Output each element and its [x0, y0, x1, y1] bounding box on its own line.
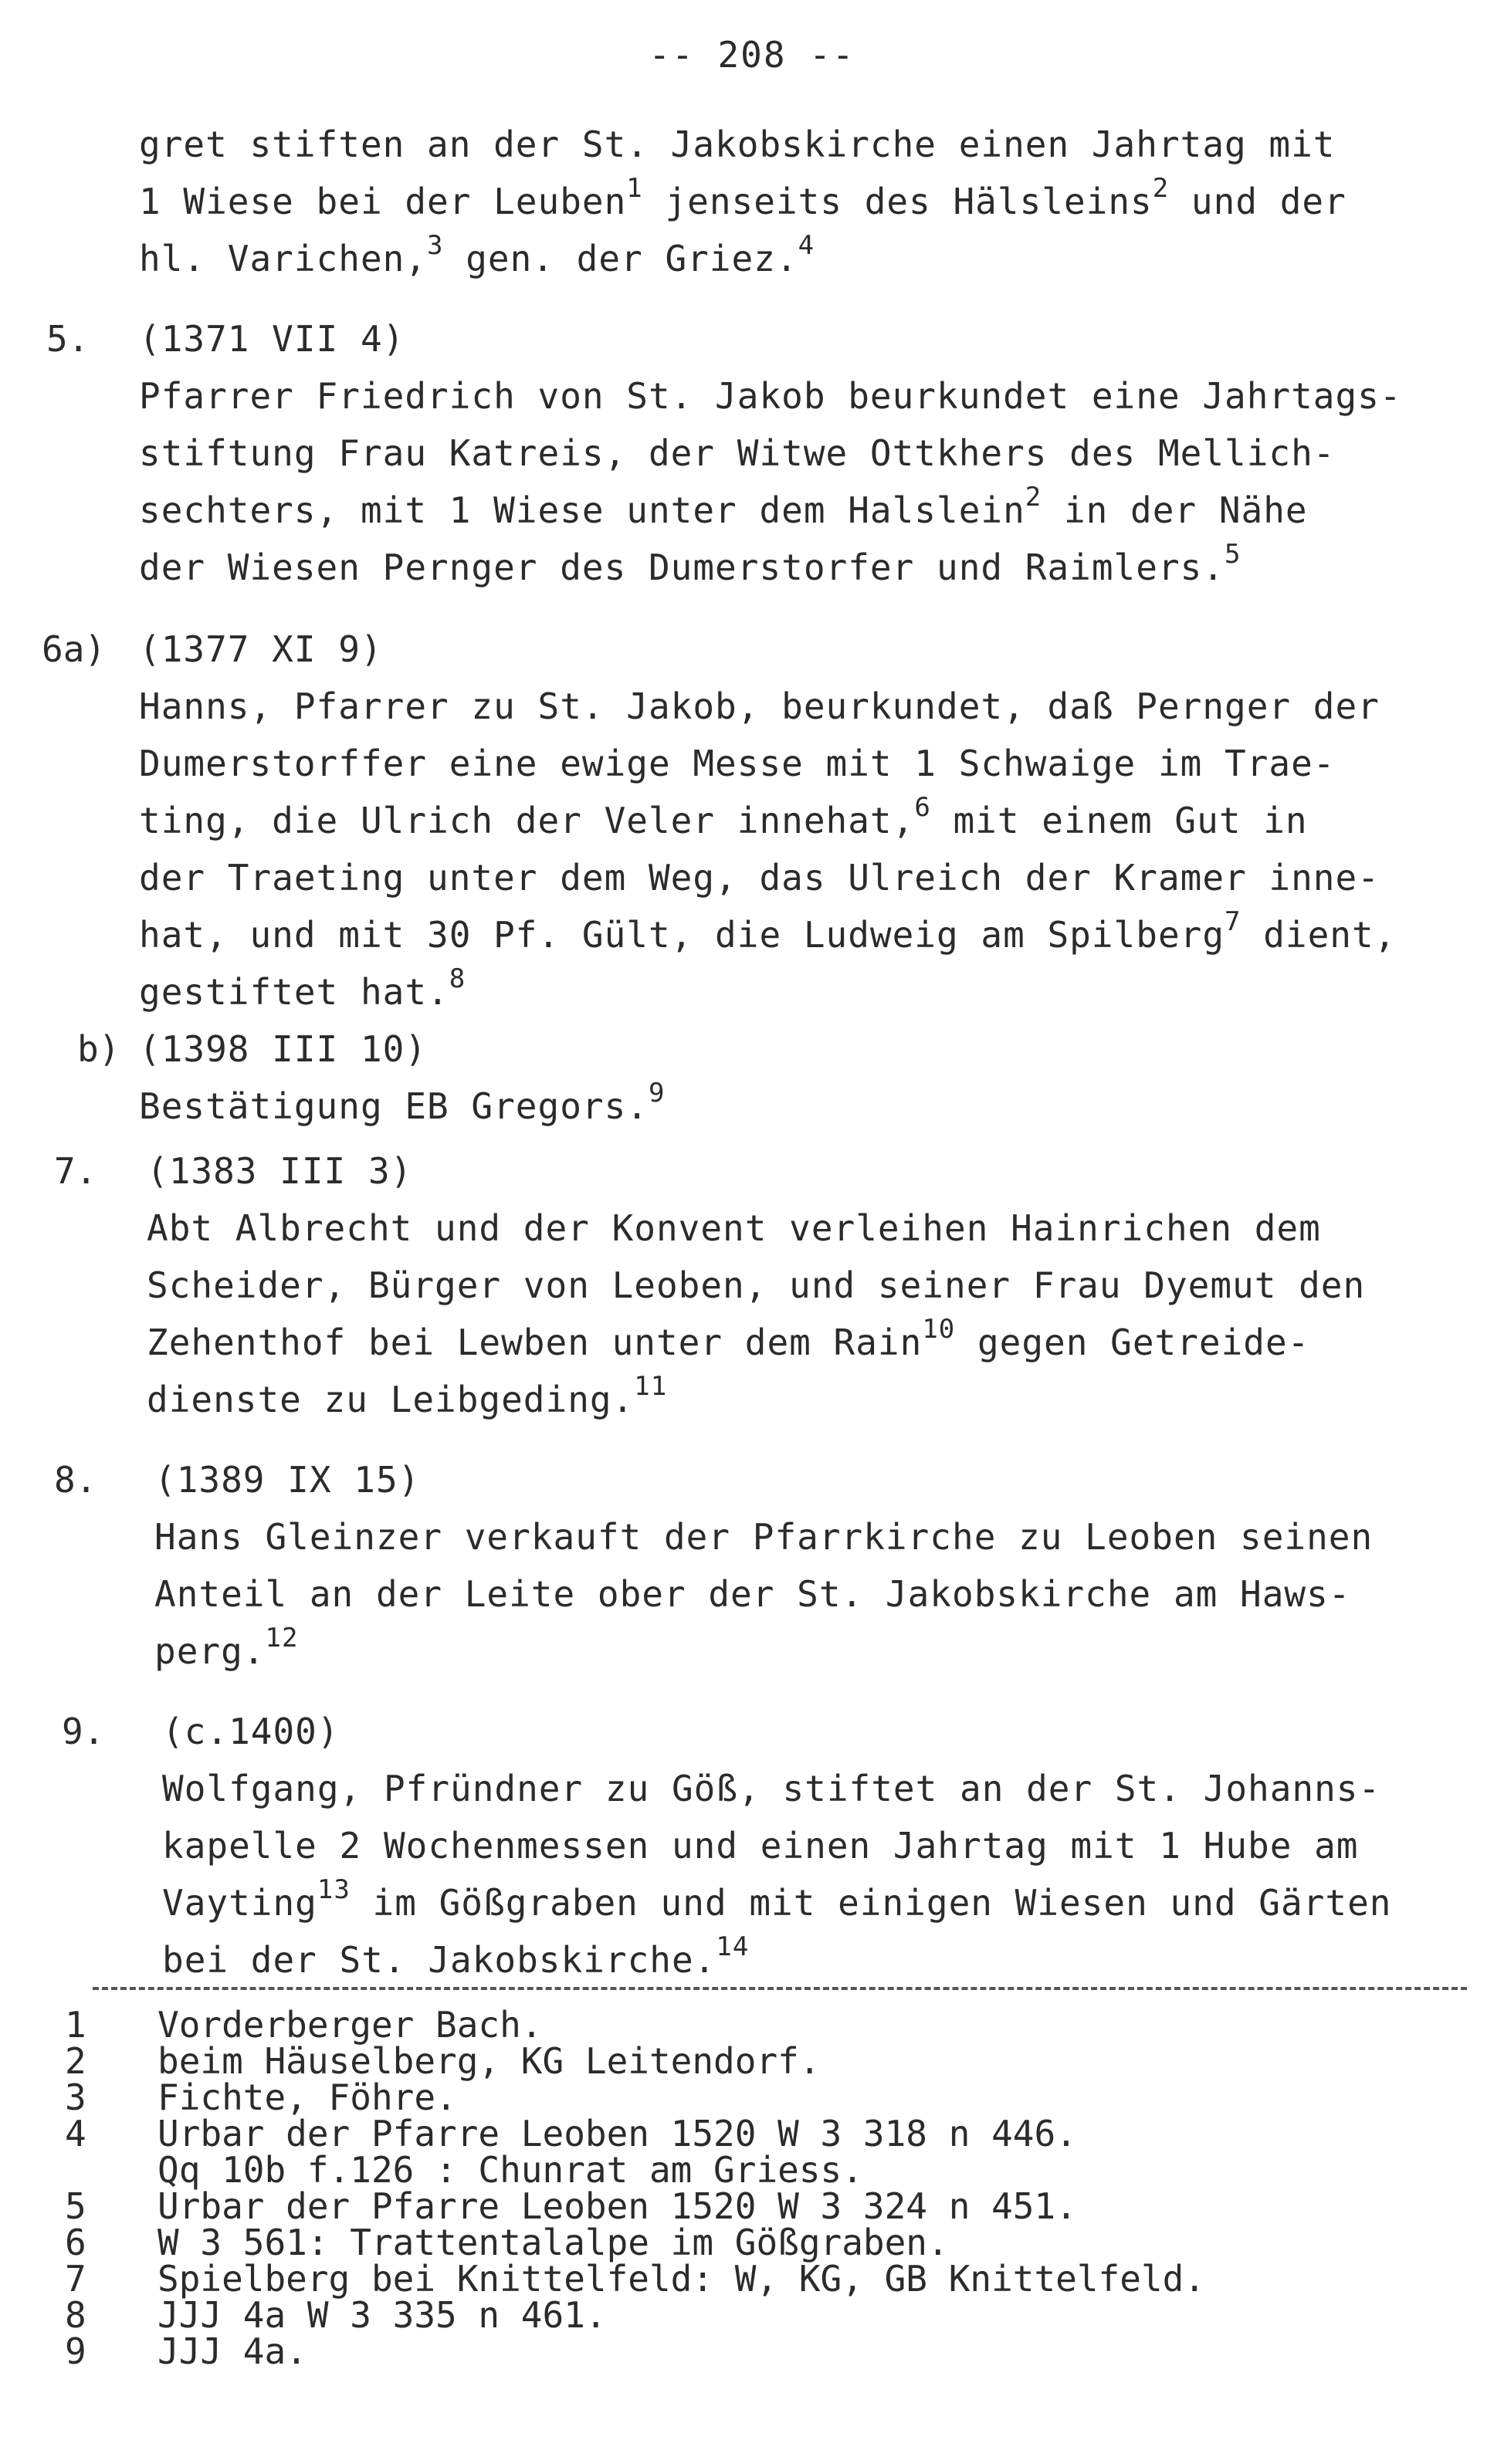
text-line — [139, 230, 1482, 287]
entry-body — [139, 310, 1482, 596]
footnote-number: 1 — [65, 2004, 86, 2046]
entry-body — [139, 621, 1482, 1020]
text-segment: und der — [1169, 181, 1346, 222]
entry-e9 — [46, 1703, 1482, 1988]
footnote-text: Vorderberger Bach. — [158, 2004, 543, 2046]
text-line — [147, 1371, 1482, 1428]
text-segment: (c.1400) — [162, 1711, 340, 1752]
text-line — [139, 482, 1482, 539]
text-segment: mit einem Gut in — [930, 800, 1308, 841]
text-line — [162, 1874, 1482, 1931]
footnote-number: 9 — [65, 2330, 86, 2372]
footnote — [65, 2330, 1470, 2372]
footnote — [65, 2076, 1470, 2118]
text-line — [147, 1314, 1482, 1371]
text-segment: (1371 VII 4) — [139, 318, 405, 360]
footnote-text: Fichte, Föhre. — [158, 2076, 457, 2118]
page-number: -- 208 -- — [649, 34, 855, 76]
text-segment: gestiftet hat. — [139, 971, 449, 1013]
entry-e6b — [46, 1020, 1482, 1135]
text-segment: Hanns, Pfarrer zu St. Jakob, beurkundet, daß Pernger der — [139, 685, 1380, 727]
footnote-ref: 1 — [626, 172, 643, 204]
text-line — [139, 116, 1482, 173]
text-segment: Hans Gleinzer verkauft der Pfarrkirche zu Leoben seinen — [154, 1516, 1374, 1558]
entry-number: b) — [77, 1028, 120, 1070]
text-segment: 1 Wiese bei der Leuben — [139, 181, 627, 222]
entry-e7 — [46, 1142, 1482, 1428]
footnote-number: 5 — [65, 2185, 86, 2227]
footnote-ref: 11 — [634, 1370, 668, 1402]
footnote-text: Urbar der Pfarre Leoben 1520 W 3 324 n 451. — [158, 2185, 1077, 2227]
footnote-text: beim Häuselberg, KG Leitendorf. — [158, 2040, 821, 2082]
entry-date — [139, 310, 1482, 367]
text-segment: (1398 III 10) — [139, 1028, 428, 1070]
text-segment: der Traeting unter dem Weg, das Ulreich der Kramer inne- — [139, 857, 1380, 899]
footnote-ref: 12 — [265, 1622, 299, 1653]
footnote-text: Urbar der Pfarre Leoben 1520 W 3 318 n 446. — [158, 2113, 1077, 2154]
entry-body — [139, 1020, 1482, 1135]
entry-date — [162, 1703, 1482, 1760]
entry-number: 9. — [62, 1711, 105, 1752]
text-line — [162, 1760, 1482, 1817]
text-segment: bei der St. Jakobskirche. — [162, 1939, 716, 1981]
footnote-text: JJJ 4a. — [158, 2330, 307, 2372]
text-line — [139, 425, 1482, 482]
text-segment: (1389 IX 15) — [154, 1459, 421, 1501]
text-line — [139, 539, 1482, 596]
entry-body — [154, 1451, 1482, 1680]
footnote — [65, 2149, 1470, 2191]
text-line — [139, 367, 1482, 425]
text-line — [139, 906, 1482, 963]
text-line — [139, 678, 1482, 735]
text-segment: Dumerstorffer eine ewige Messe mit 1 Schwaige im Trae- — [139, 743, 1336, 784]
entry-e6a — [42, 621, 1482, 1020]
footnote-ref: 2 — [1025, 481, 1042, 513]
text-segment: Pfarrer Friedrich von St. Jakob beurkundet eine Jahrtags- — [139, 375, 1402, 417]
footnote — [65, 2004, 1470, 2046]
text-line — [147, 1200, 1482, 1257]
text-segment: (1377 XI 9) — [139, 628, 383, 670]
entry-number: 8. — [54, 1459, 97, 1501]
footnote-ref: 4 — [798, 229, 815, 261]
footnote — [65, 2294, 1470, 2336]
footnote-number: 8 — [65, 2294, 86, 2336]
footnote — [65, 2113, 1470, 2154]
footnotes — [65, 2004, 1470, 2372]
footnote-ref: 6 — [914, 791, 931, 823]
entry-number: 5. — [46, 318, 90, 360]
text-segment: Anteil an der Leite ober der St. Jakobskirche am Haws- — [154, 1573, 1351, 1615]
entry-cont — [46, 116, 1482, 287]
footnote-text: Qq 10b f.126 : Chunrat am Griess. — [158, 2149, 863, 2191]
entry-number: 6a) — [42, 628, 107, 670]
footnote — [65, 2222, 1470, 2263]
footnote-ref: 5 — [1225, 538, 1241, 570]
footnote-ref: 10 — [922, 1313, 956, 1345]
entry-number: 7. — [54, 1150, 97, 1192]
text-segment: kapelle 2 Wochenmessen und einen Jahrtag mit 1 Hube am — [162, 1825, 1359, 1867]
text-line — [154, 1565, 1482, 1623]
text-line — [154, 1623, 1482, 1680]
entry-date — [147, 1142, 1482, 1200]
text-segment: Vayting — [162, 1882, 317, 1924]
text-segment: dienste zu Leibgeding. — [147, 1379, 635, 1420]
text-segment: stiftung Frau Katreis, der Witwe Ottkhers des Mellich- — [139, 432, 1336, 474]
text-line — [162, 1817, 1482, 1874]
text-segment: in der Nähe — [1042, 489, 1308, 531]
text-segment: der Wiesen Pernger des Dumerstorfer und Raimlers. — [139, 547, 1225, 588]
entry-date — [154, 1451, 1482, 1508]
text-line — [139, 849, 1482, 906]
footnote — [65, 2185, 1470, 2227]
footnote-number: 2 — [65, 2040, 86, 2082]
footnote-text: JJJ 4a W 3 335 n 461. — [158, 2294, 607, 2336]
text-line — [139, 735, 1482, 792]
text-segment: hat, und mit 30 Pf. Gült, die Ludweig am Spilberg — [139, 914, 1225, 956]
text-segment: Zehenthof bei Lewben unter dem Rain — [147, 1322, 923, 1363]
entry-body — [147, 1142, 1482, 1428]
text-line — [154, 1508, 1482, 1565]
footnote-separator — [93, 1987, 1467, 1990]
text-line — [139, 792, 1482, 849]
text-segment: dient, — [1241, 914, 1397, 956]
footnote-number: 7 — [65, 2258, 86, 2300]
text-segment: jenseits des Hälsleins — [642, 181, 1153, 222]
footnote-ref: 3 — [427, 229, 444, 261]
entry-date — [139, 1020, 1482, 1078]
entry-body — [162, 1703, 1482, 1988]
text-line — [147, 1257, 1482, 1314]
footnote — [65, 2258, 1470, 2300]
entry-e5 — [46, 310, 1482, 596]
text-segment: gen. der Griez. — [443, 238, 798, 279]
text-line — [162, 1931, 1482, 1988]
footnote-number: 4 — [65, 2113, 86, 2154]
footnote-number: 3 — [65, 2076, 86, 2118]
text-segment: (1383 III 3) — [147, 1150, 413, 1192]
text-segment: Bestätigung EB Gregors. — [139, 1085, 649, 1127]
footnote-ref: 9 — [648, 1077, 666, 1108]
text-segment: gret stiften an der St. Jakobskirche einen Jahrtag mit — [139, 124, 1336, 165]
footnote-ref: 14 — [716, 1931, 750, 1962]
footnote-ref: 8 — [449, 963, 466, 994]
footnote-ref: 13 — [317, 1873, 351, 1905]
text-segment: gegen Getreide- — [955, 1322, 1310, 1363]
footnote-ref: 7 — [1225, 905, 1241, 937]
text-segment: Scheider, Bürger von Leoben, und seiner Frau Dyemut den — [147, 1264, 1366, 1306]
footnote-number — [65, 2152, 158, 2188]
text-line — [139, 963, 1482, 1020]
footnote-text: W 3 561: Trattentalalpe im Gößgraben. — [158, 2222, 949, 2263]
footnote — [65, 2040, 1470, 2082]
text-segment: sechters, mit 1 Wiese unter dem Halslein — [139, 489, 1025, 531]
text-segment: ting, die Ulrich der Veler innehat, — [139, 800, 915, 841]
text-segment: im Gößgraben und mit einigen Wiesen und Gärten — [350, 1882, 1392, 1924]
entry-e8 — [46, 1451, 1482, 1680]
entry-body — [139, 116, 1482, 287]
text-segment: hl. Varichen, — [139, 238, 428, 279]
footnote-text: Spielberg bei Knittelfeld: W, KG, GB Knittelfeld. — [158, 2258, 1206, 2300]
footnote-number: 6 — [65, 2222, 86, 2263]
entry-date — [139, 621, 1482, 678]
text-segment: Wolfgang, Pfründner zu Göß, stiftet an der St. Johanns- — [162, 1768, 1381, 1809]
text-segment: perg. — [154, 1630, 266, 1672]
footnote-ref: 2 — [1152, 172, 1170, 204]
text-line — [139, 1078, 1482, 1135]
text-line — [139, 173, 1482, 230]
text-segment: Abt Albrecht und der Konvent verleihen Hainrichen dem — [147, 1207, 1321, 1249]
